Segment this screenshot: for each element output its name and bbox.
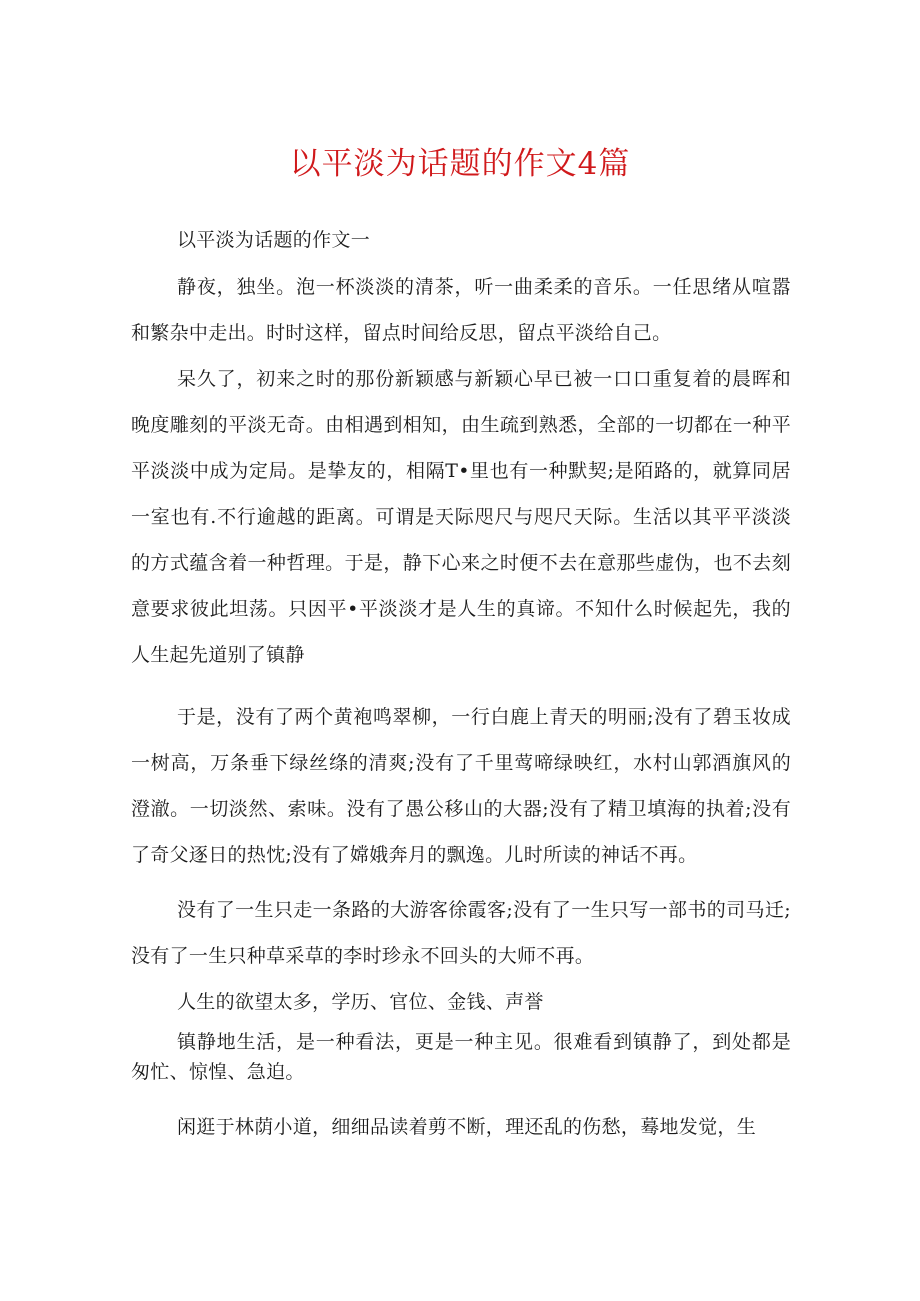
paragraph: 镇静地生活，是一种看法，更是一种主见。很难看到镇静了，到处都是匆忙、惊惶、急迫。 <box>131 1031 791 1083</box>
paragraph: 于是，没有了两个黄袍鸣翠柳，一行白鹿上青天的明丽;没有了碧玉妆成一树高，万条垂下绿丝绦的清爽;没有了千里莺啼绿映红，水村山郭酒旗风的澄澈。一切淡然、索味。没有了愚公移山的大器;没有了精卫填海的执着;没有了奇父逐日的热忱;没有了嫦娥奔月的飘逸。儿时所读的神话不再。 <box>131 706 791 866</box>
paragraph: 静夜，独坐。泡一杯淡淡的清茶，听一曲柔柔的音乐。一任思绪从喧嚣和繁杂中走出。时时这样，留点时间给反思，留点平淡给自己。 <box>131 276 791 344</box>
paragraph: 呆久了，初来之时的那份新颖感与新颖心早已被一口口重复着的晨晖和晚度雕刻的平淡无奇。由相遇到相知，由生疏到熟悉，全部的一切都在一种平平淡淡中成为定局。是挚友的，相隔T•里也有一种默契;是陌路的，就算同居一室也有.不行逾越的距离。可谓是天际咫尺与咫尺天际。生活以其平平淡淡的方式蕴含着一种哲理。于是，静下心来之时便不去在意那些虚伪，也不去刻意要求彼此坦荡。只因平•平淡淡才是人生的真谛。不知什么时候起先，我的人生起先道别了镇静 <box>131 368 791 666</box>
paragraph: 人生的欲望太多，学历、官位、金钱、声誉 <box>177 991 544 1013</box>
paragraph: 闲逛于林荫小道，细细品读着剪不断，理还乱的伤愁，蓦地发觉，生 <box>177 1116 757 1138</box>
document-title: 以平淡为话题的作文4篇 <box>289 146 631 182</box>
section-heading: 以平淡为话题的作文一 <box>177 229 371 251</box>
paragraph: 没有了一生只走一条路的大游客徐霞客;没有了一生只写一部书的司马迁;没有了一生只种草采草的李时珍永不回头的大师不再。 <box>131 899 791 967</box>
